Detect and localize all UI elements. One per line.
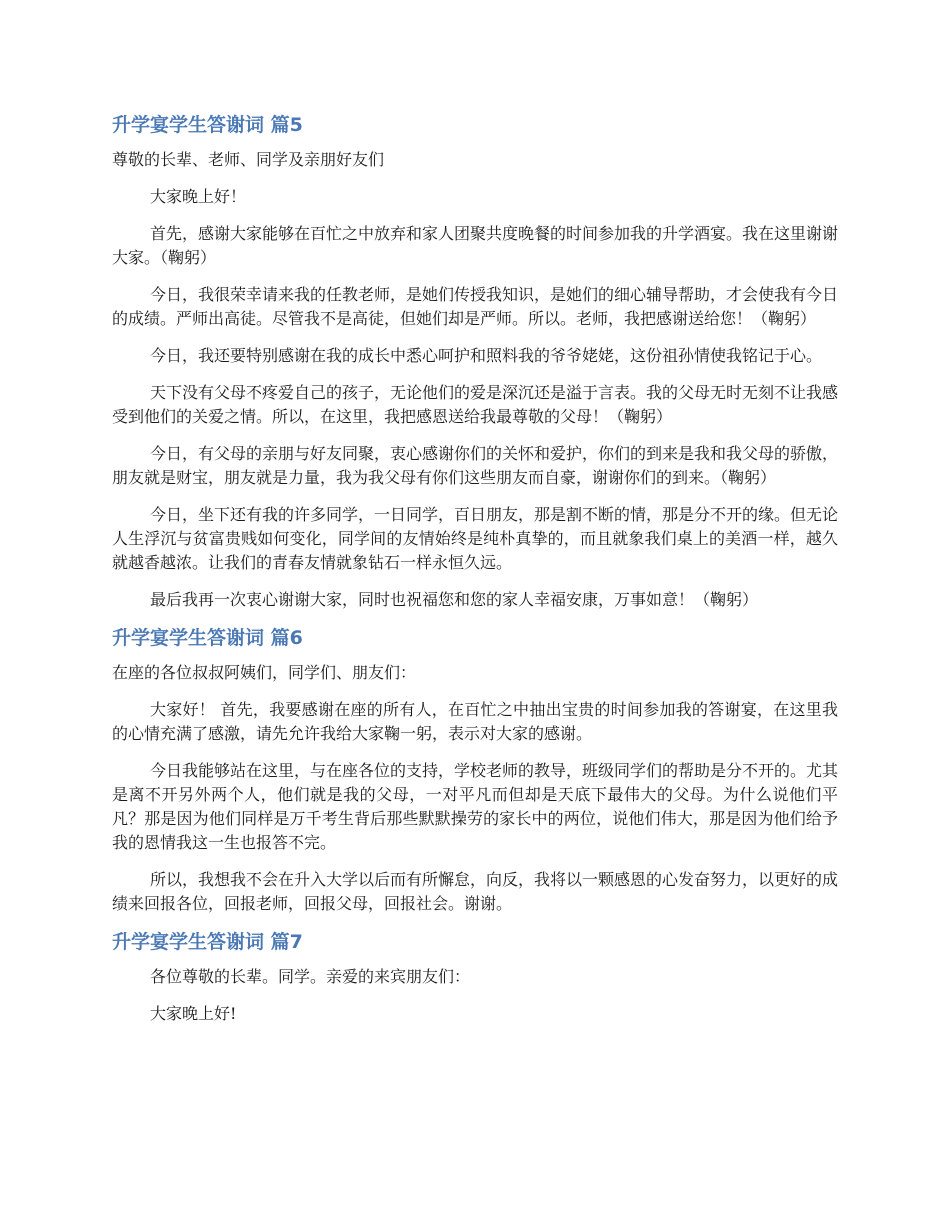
paragraph: 天下没有父母不疼爱自己的孩子，无论他们的爱是深沉还是溢于言表。我的父母无时无刻不让我感受到他们的关爱之情。所以，在这里，我把感恩送给我最尊敬的父母！（鞠躬） — [112, 383, 839, 426]
paragraph: 大家晚上好! — [150, 1004, 237, 1023]
paragraph: 尊敬的长辈、老师、同学及亲朋好友们 — [112, 150, 385, 169]
paragraph: 首先，感谢大家能够在百忙之中放弃和家人团聚共度晚餐的时间参加我的升学酒宴。我在这里谢谢大家。（鞠躬） — [112, 224, 839, 267]
paragraph: 今日，坐下还有我的许多同学，一日同学，百日朋友，那是割不断的情，那是分不开的缘。但无论人生浮沉与贫富贵贱如何变化，同学间的友情始终是纯朴真挚的，而且就象我们桌上的美酒一样，越久就越香越浓。让我们的青春友情就象钻石一样永恒久远。 — [112, 505, 839, 572]
paragraph: 各位尊敬的长辈。同学。亲爱的来宾朋友们： — [150, 967, 471, 986]
section-heading: 升学宴学生答谢词 篇7 — [112, 931, 303, 953]
paragraph: 在座的各位叔叔阿姨们，同学们、朋友们： — [112, 663, 417, 682]
paragraph: 今日，我还要特别感谢在我的成长中悉心呵护和照料我的爷爷姥姥，这份祖孙情使我铭记于心。 — [150, 346, 823, 365]
paragraph: 今日我能够站在这里，与在座各位的支持，学校老师的教导，班级同学们的帮助是分不开的。尤其是离不开另外两个人，他们就是我的父母，一对平凡而但却是天底下最伟大的父母。为什么说他们平凡？那是因为他们同样是万千考生背后那些默默操劳的家长中的两位，说他们伟大，那是因为他们给予我的恩情我这一生也报答不完。 — [112, 761, 839, 852]
paragraph: 最后我再一次衷心谢谢大家，同时也祝福您和您的家人幸福安康，万事如意！（鞠躬） — [150, 590, 759, 609]
paragraph: 今日，有父母的亲朋与好友同聚，衷心感谢你们的关怀和爱护，你们的到来是我和我父母的骄傲，朋友就是财宝，朋友就是力量，我为我父母有你们这些朋友而自豪，谢谢你们的到来。（鞠躬） — [112, 444, 839, 487]
paragraph: 大家晚上好！ — [150, 187, 247, 206]
section-heading: 升学宴学生答谢词 篇6 — [112, 627, 303, 649]
section-7 — [112, 929, 838, 1026]
paragraph: 所以，我想我不会在升入大学以后而有所懈怠，向反，我将以一颗感恩的心发奋努力，以更好的成绩来回报各位，回报老师，回报父母，回报社会。谢谢。 — [112, 870, 839, 913]
section-6 — [112, 625, 838, 916]
paragraph: 今日，我很荣幸请来我的任教老师，是她们传授我知识，是她们的细心辅导帮助，才会使我有今日的成绩。严师出高徒。尽管我不是高徒，但她们却是严师。所以。老师，我把感谢送给您！（鞠躬） — [112, 285, 839, 328]
section-5 — [112, 112, 838, 612]
paragraph: 大家好！ 首先，我要感谢在座的所有人，在百忙之中抽出宝贵的时间参加我的答谢宴，在这里我的心情充满了感激，请先允许我给大家鞠一躬，表示对大家的感谢。 — [112, 700, 838, 743]
section-heading: 升学宴学生答谢词 篇5 — [112, 114, 303, 136]
